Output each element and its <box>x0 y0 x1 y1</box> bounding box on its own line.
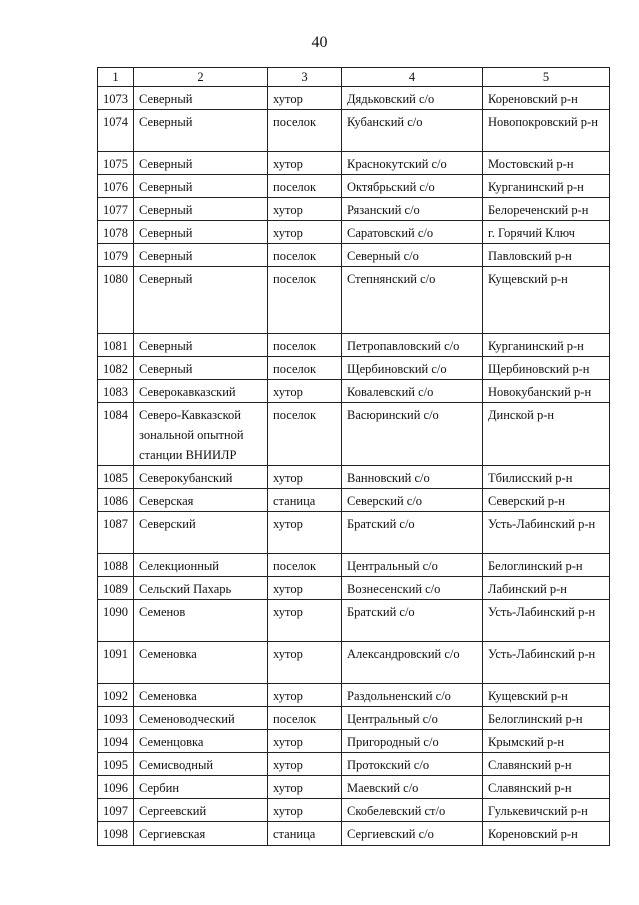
council-cell: Центральный с/о <box>342 707 483 730</box>
table-row <box>98 198 610 221</box>
district-cell: Щербиновский р-н <box>483 357 610 380</box>
table-row <box>98 267 610 334</box>
table-row <box>98 489 610 512</box>
council-cell: Октябрьский с/о <box>342 175 483 198</box>
council-cell: Ванновский с/о <box>342 466 483 489</box>
council-cell: Центральный с/о <box>342 554 483 577</box>
council-cell: Кубанский с/о <box>342 110 483 152</box>
row-number-cell: 1083 <box>98 380 134 403</box>
row-number-cell: 1084 <box>98 403 134 466</box>
table-body <box>98 87 610 846</box>
table-row <box>98 776 610 799</box>
table-row <box>98 684 610 707</box>
settlement-name-cell: Северный <box>134 175 268 198</box>
row-number-cell: 1088 <box>98 554 134 577</box>
header-cell: 3 <box>268 68 342 87</box>
settlement-name-cell: Семеновка <box>134 684 268 707</box>
settlement-type-cell: станица <box>268 822 342 846</box>
settlement-type-cell: станица <box>268 489 342 512</box>
council-cell: Сергиевский с/о <box>342 822 483 846</box>
district-cell: Курганинский р-н <box>483 334 610 357</box>
council-cell: Братский с/о <box>342 512 483 554</box>
header-cell: 2 <box>134 68 268 87</box>
district-cell: Павловский р-н <box>483 244 610 267</box>
settlement-type-cell: хутор <box>268 684 342 707</box>
settlement-name-cell: Северный <box>134 87 268 110</box>
council-cell: Вознесенский с/о <box>342 577 483 600</box>
table-row <box>98 554 610 577</box>
row-number-cell: 1086 <box>98 489 134 512</box>
council-cell: Саратовский с/о <box>342 221 483 244</box>
page-number: 40 <box>311 34 328 51</box>
settlement-name-cell: Сергеевский <box>134 799 268 822</box>
settlement-type-cell: поселок <box>268 357 342 380</box>
council-cell: Раздольненский с/о <box>342 684 483 707</box>
table-row <box>98 753 610 776</box>
row-number-cell: 1080 <box>98 267 134 334</box>
row-number-cell: 1079 <box>98 244 134 267</box>
settlement-name-cell: Северокавказский <box>134 380 268 403</box>
council-cell: Пригородный с/о <box>342 730 483 753</box>
settlement-name-cell: Северская <box>134 489 268 512</box>
district-cell: Славянский р-н <box>483 776 610 799</box>
table-row <box>98 730 610 753</box>
settlement-name-cell: Северо-Кавказской зональной опытной станции ВНИИЛР <box>134 403 268 466</box>
district-cell: Курганинский р-н <box>483 175 610 198</box>
settlement-type-cell: поселок <box>268 244 342 267</box>
settlement-name-cell: Сербин <box>134 776 268 799</box>
table-row <box>98 466 610 489</box>
settlement-name-cell: Северокубанский <box>134 466 268 489</box>
district-cell: Усть-Лабинский р-н <box>483 512 610 554</box>
council-cell: Протокский с/о <box>342 753 483 776</box>
district-cell: Новокубанский р-н <box>483 380 610 403</box>
row-number-cell: 1093 <box>98 707 134 730</box>
row-number-cell: 1096 <box>98 776 134 799</box>
settlement-type-cell: поселок <box>268 707 342 730</box>
district-cell: Усть-Лабинский р-н <box>483 600 610 642</box>
settlement-type-cell: хутор <box>268 799 342 822</box>
row-number-cell: 1097 <box>98 799 134 822</box>
settlement-type-cell: поселок <box>268 175 342 198</box>
settlement-type-cell: хутор <box>268 600 342 642</box>
council-cell: Рязанский с/о <box>342 198 483 221</box>
council-cell: Маевский с/о <box>342 776 483 799</box>
council-cell: Петропавловский с/о <box>342 334 483 357</box>
settlement-name-cell: Сельский Пахарь <box>134 577 268 600</box>
settlement-name-cell: Северный <box>134 244 268 267</box>
settlement-name-cell: Северный <box>134 334 268 357</box>
district-cell: Гулькевичский р-н <box>483 799 610 822</box>
table-row <box>98 221 610 244</box>
settlement-type-cell: поселок <box>268 334 342 357</box>
settlement-name-cell: Семенов <box>134 600 268 642</box>
row-number-cell: 1091 <box>98 642 134 684</box>
settlement-name-cell: Северный <box>134 267 268 334</box>
council-cell: Дядьковский с/о <box>342 87 483 110</box>
district-cell: Славянский р-н <box>483 753 610 776</box>
settlement-name-cell: Семисводный <box>134 753 268 776</box>
row-number-cell: 1094 <box>98 730 134 753</box>
settlement-name-cell: Селекционный <box>134 554 268 577</box>
row-number-cell: 1087 <box>98 512 134 554</box>
district-cell: г. Горячий Ключ <box>483 221 610 244</box>
row-number-cell: 1095 <box>98 753 134 776</box>
settlement-name-cell: Северный <box>134 221 268 244</box>
table-row <box>98 87 610 110</box>
row-number-cell: 1092 <box>98 684 134 707</box>
settlement-type-cell: хутор <box>268 198 342 221</box>
council-cell: Степнянский с/о <box>342 267 483 334</box>
district-cell: Белореченский р-н <box>483 198 610 221</box>
district-cell: Новопокровский р-н <box>483 110 610 152</box>
settlement-type-cell: хутор <box>268 776 342 799</box>
settlement-type-cell: поселок <box>268 110 342 152</box>
council-cell: Ковалевский с/о <box>342 380 483 403</box>
council-cell: Северский с/о <box>342 489 483 512</box>
settlement-type-cell: поселок <box>268 554 342 577</box>
header-cell: 4 <box>342 68 483 87</box>
district-cell: Усть-Лабинский р-н <box>483 642 610 684</box>
council-cell: Васюринский с/о <box>342 403 483 466</box>
table-row <box>98 357 610 380</box>
table-row <box>98 577 610 600</box>
settlement-type-cell: хутор <box>268 380 342 403</box>
row-number-cell: 1090 <box>98 600 134 642</box>
row-number-cell: 1082 <box>98 357 134 380</box>
settlement-type-cell: поселок <box>268 267 342 334</box>
district-cell: Кореновский р-н <box>483 87 610 110</box>
header-row <box>98 68 610 87</box>
table-row <box>98 403 610 466</box>
district-cell: Тбилисский р-н <box>483 466 610 489</box>
row-number-cell: 1078 <box>98 221 134 244</box>
table-row <box>98 600 610 642</box>
district-cell: Белоглинский р-н <box>483 554 610 577</box>
table-row <box>98 512 610 554</box>
table-row <box>98 799 610 822</box>
settlement-type-cell: хутор <box>268 730 342 753</box>
settlement-name-cell: Сергиевская <box>134 822 268 846</box>
row-number-cell: 1089 <box>98 577 134 600</box>
district-cell: Мостовский р-н <box>483 152 610 175</box>
settlement-name-cell: Семенцовка <box>134 730 268 753</box>
settlement-name-cell: Северный <box>134 198 268 221</box>
row-number-cell: 1074 <box>98 110 134 152</box>
settlement-type-cell: хутор <box>268 152 342 175</box>
table-row <box>98 110 610 152</box>
table-row <box>98 152 610 175</box>
council-cell: Александровский с/о <box>342 642 483 684</box>
header-cell: 1 <box>98 68 134 87</box>
council-cell: Братский с/о <box>342 600 483 642</box>
table-row <box>98 334 610 357</box>
row-number-cell: 1075 <box>98 152 134 175</box>
council-cell: Краснокутский с/о <box>342 152 483 175</box>
settlements-table <box>97 67 610 846</box>
district-cell: Кущевский р-н <box>483 684 610 707</box>
settlement-name-cell: Семеновка <box>134 642 268 684</box>
table-row <box>98 244 610 267</box>
district-cell: Крымский р-н <box>483 730 610 753</box>
header-cell: 5 <box>483 68 610 87</box>
table-row <box>98 642 610 684</box>
table-row <box>98 175 610 198</box>
settlement-type-cell: хутор <box>268 87 342 110</box>
table-header <box>98 68 610 87</box>
row-number-cell: 1077 <box>98 198 134 221</box>
row-number-cell: 1085 <box>98 466 134 489</box>
settlement-type-cell: поселок <box>268 403 342 466</box>
council-cell: Щербиновский с/о <box>342 357 483 380</box>
settlement-name-cell: Северный <box>134 110 268 152</box>
district-cell: Северский р-н <box>483 489 610 512</box>
table-row <box>98 380 610 403</box>
settlement-type-cell: хутор <box>268 642 342 684</box>
settlement-type-cell: хутор <box>268 512 342 554</box>
row-number-cell: 1076 <box>98 175 134 198</box>
row-number-cell: 1081 <box>98 334 134 357</box>
settlement-type-cell: хутор <box>268 753 342 776</box>
district-cell: Динской р-н <box>483 403 610 466</box>
district-cell: Кореновский р-н <box>483 822 610 846</box>
table-row <box>98 822 610 846</box>
district-cell: Лабинский р-н <box>483 577 610 600</box>
council-cell: Скобелевский ст/о <box>342 799 483 822</box>
settlement-name-cell: Северный <box>134 357 268 380</box>
row-number-cell: 1073 <box>98 87 134 110</box>
district-cell: Белоглинский р-н <box>483 707 610 730</box>
settlement-type-cell: хутор <box>268 466 342 489</box>
district-cell: Кущевский р-н <box>483 267 610 334</box>
council-cell: Северный с/о <box>342 244 483 267</box>
table-row <box>98 707 610 730</box>
settlement-type-cell: хутор <box>268 577 342 600</box>
settlement-name-cell: Северный <box>134 152 268 175</box>
settlement-name-cell: Северский <box>134 512 268 554</box>
settlement-type-cell: хутор <box>268 221 342 244</box>
row-number-cell: 1098 <box>98 822 134 846</box>
settlement-name-cell: Семеноводческий <box>134 707 268 730</box>
